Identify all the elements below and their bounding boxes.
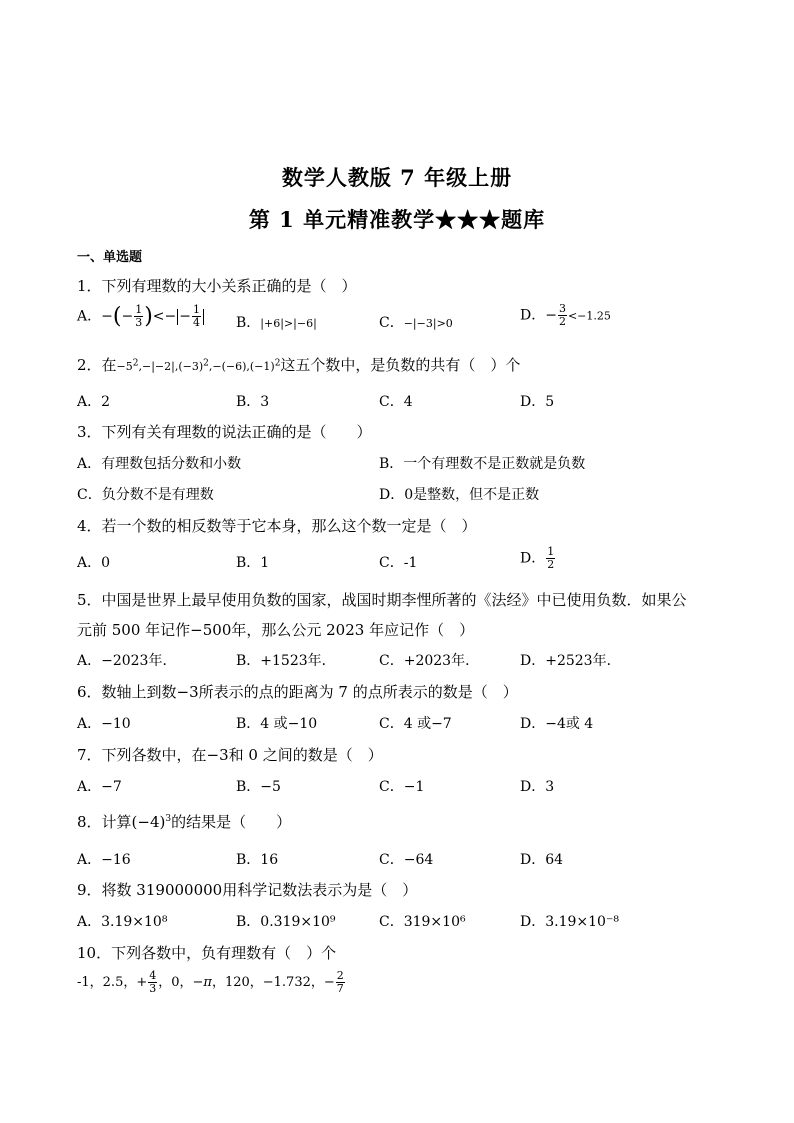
question-5-stem-line-2: 元前 500 年记作−500年，那么公元 2023 年应记作（ ） [77, 621, 475, 639]
question-3-option-b: B．一个有理数不是正数就是负数 [379, 456, 586, 472]
question-5-stem-line-1: 5．中国是世界上最早使用负数的国家，战国时期李悝所著的《法经》中已使用负数．如果公 [77, 591, 687, 609]
question-3-option-d: D．0是整数，但不是正数 [379, 487, 540, 503]
question-1-option-c: C．−|−3|>0 [379, 315, 453, 331]
question-3-stem: 3．下列有关有理数的说法正确的是（ ） [77, 423, 372, 441]
question-7-option-b: B．−5 [236, 779, 281, 795]
question-6-stem: 6．数轴上到数−3所表示的点的距离为 7 的点所表示的数是（ ） [77, 683, 518, 701]
question-10-number-list: -1，2.5，+ $\frac{4}{3}$ ，0，−π，120，−1.732，− $\frac{2}{7}$ [77, 969, 344, 995]
question-2-option-d: D．5 [520, 394, 555, 410]
question-9-option-a: A．3.19×10⁸ [77, 914, 168, 930]
question-4-option-d: D． $\frac{1}{2}$ [520, 545, 555, 571]
question-9-option-d: D．3.19×10⁻⁸ [520, 914, 619, 930]
question-6-option-a: A．−10 [77, 716, 131, 732]
question-9-option-c: C．319×10⁶ [379, 914, 466, 930]
question-5-option-c: C．+2023年． [379, 653, 480, 669]
question-6-option-c: C．4 或−7 [379, 716, 452, 732]
question-4-option-c: C．-1 [379, 555, 418, 571]
title-line-2: 第 1 单元精准教学★★★题库 [248, 207, 546, 232]
question-8-option-d: D．64 [520, 852, 564, 868]
question-7-option-a: A．−7 [77, 779, 122, 795]
question-10-stem: 10．下列各数中，负有理数有（ ）个 [77, 944, 337, 962]
question-8-option-b: B．16 [236, 852, 279, 868]
question-7-stem: 7．下列各数中，在−3和 0 之间的数是（ ） [77, 746, 383, 764]
question-2-option-a: A．2 [77, 394, 111, 410]
question-8-stem: 8．计算$(-4)^3$的结果是（ ） [77, 813, 292, 831]
question-7-option-c: C．−1 [379, 779, 425, 795]
question-8-option-a: A．−16 [77, 852, 131, 868]
question-7-option-d: D．3 [520, 779, 555, 795]
question-8-option-c: C．−64 [379, 852, 434, 868]
question-1-stem: 1．下列有理数的大小关系正确的是（ ） [77, 277, 357, 295]
question-6-option-d: D．−4或 4 [520, 716, 594, 732]
question-6-option-b: B．4 或−10 [236, 716, 318, 732]
title-line-1: 数学人教版 7 年级上册 [281, 165, 513, 190]
question-5-option-a: A．−2023年． [77, 653, 177, 669]
question-3-option-c: C．负分数不是有理数 [77, 487, 214, 503]
question-4-option-b: B．1 [236, 555, 270, 571]
question-2-option-c: C．4 [379, 394, 413, 410]
question-2-stem: 2．在$-5^2,-|-2|,(-3)^2,-(-6),(-1)^2$这五个数中，是负数的共有（ ）个 [77, 356, 521, 374]
question-1-option-a: A．−(− $\frac{1}{3}$ )<− − $\frac{1}{4}$ [77, 304, 205, 329]
question-3-option-a: A．有理数包括分数和小数 [77, 456, 242, 472]
section-heading: 一、单选题 [77, 250, 143, 265]
question-5-option-b: B．+1523年． [236, 653, 336, 669]
question-5-option-d: D．+2523年． [520, 653, 621, 669]
question-4-stem: 4．若一个数的相反数等于它本身，那么这个数一定是（ ） [77, 517, 477, 535]
question-9-option-b: B．0.319×10⁹ [236, 914, 336, 930]
question-1-option-d: D．− $\frac{3}{2}$ <−1.25 [520, 302, 611, 328]
question-1-option-b: B．|+6|>|−6| [236, 315, 317, 331]
question-2-option-b: B．3 [236, 394, 270, 410]
question-4-option-a: A．0 [77, 555, 111, 571]
question-9-stem: 9．将数 319000000用科学记数法表示为是（ ） [77, 881, 418, 899]
